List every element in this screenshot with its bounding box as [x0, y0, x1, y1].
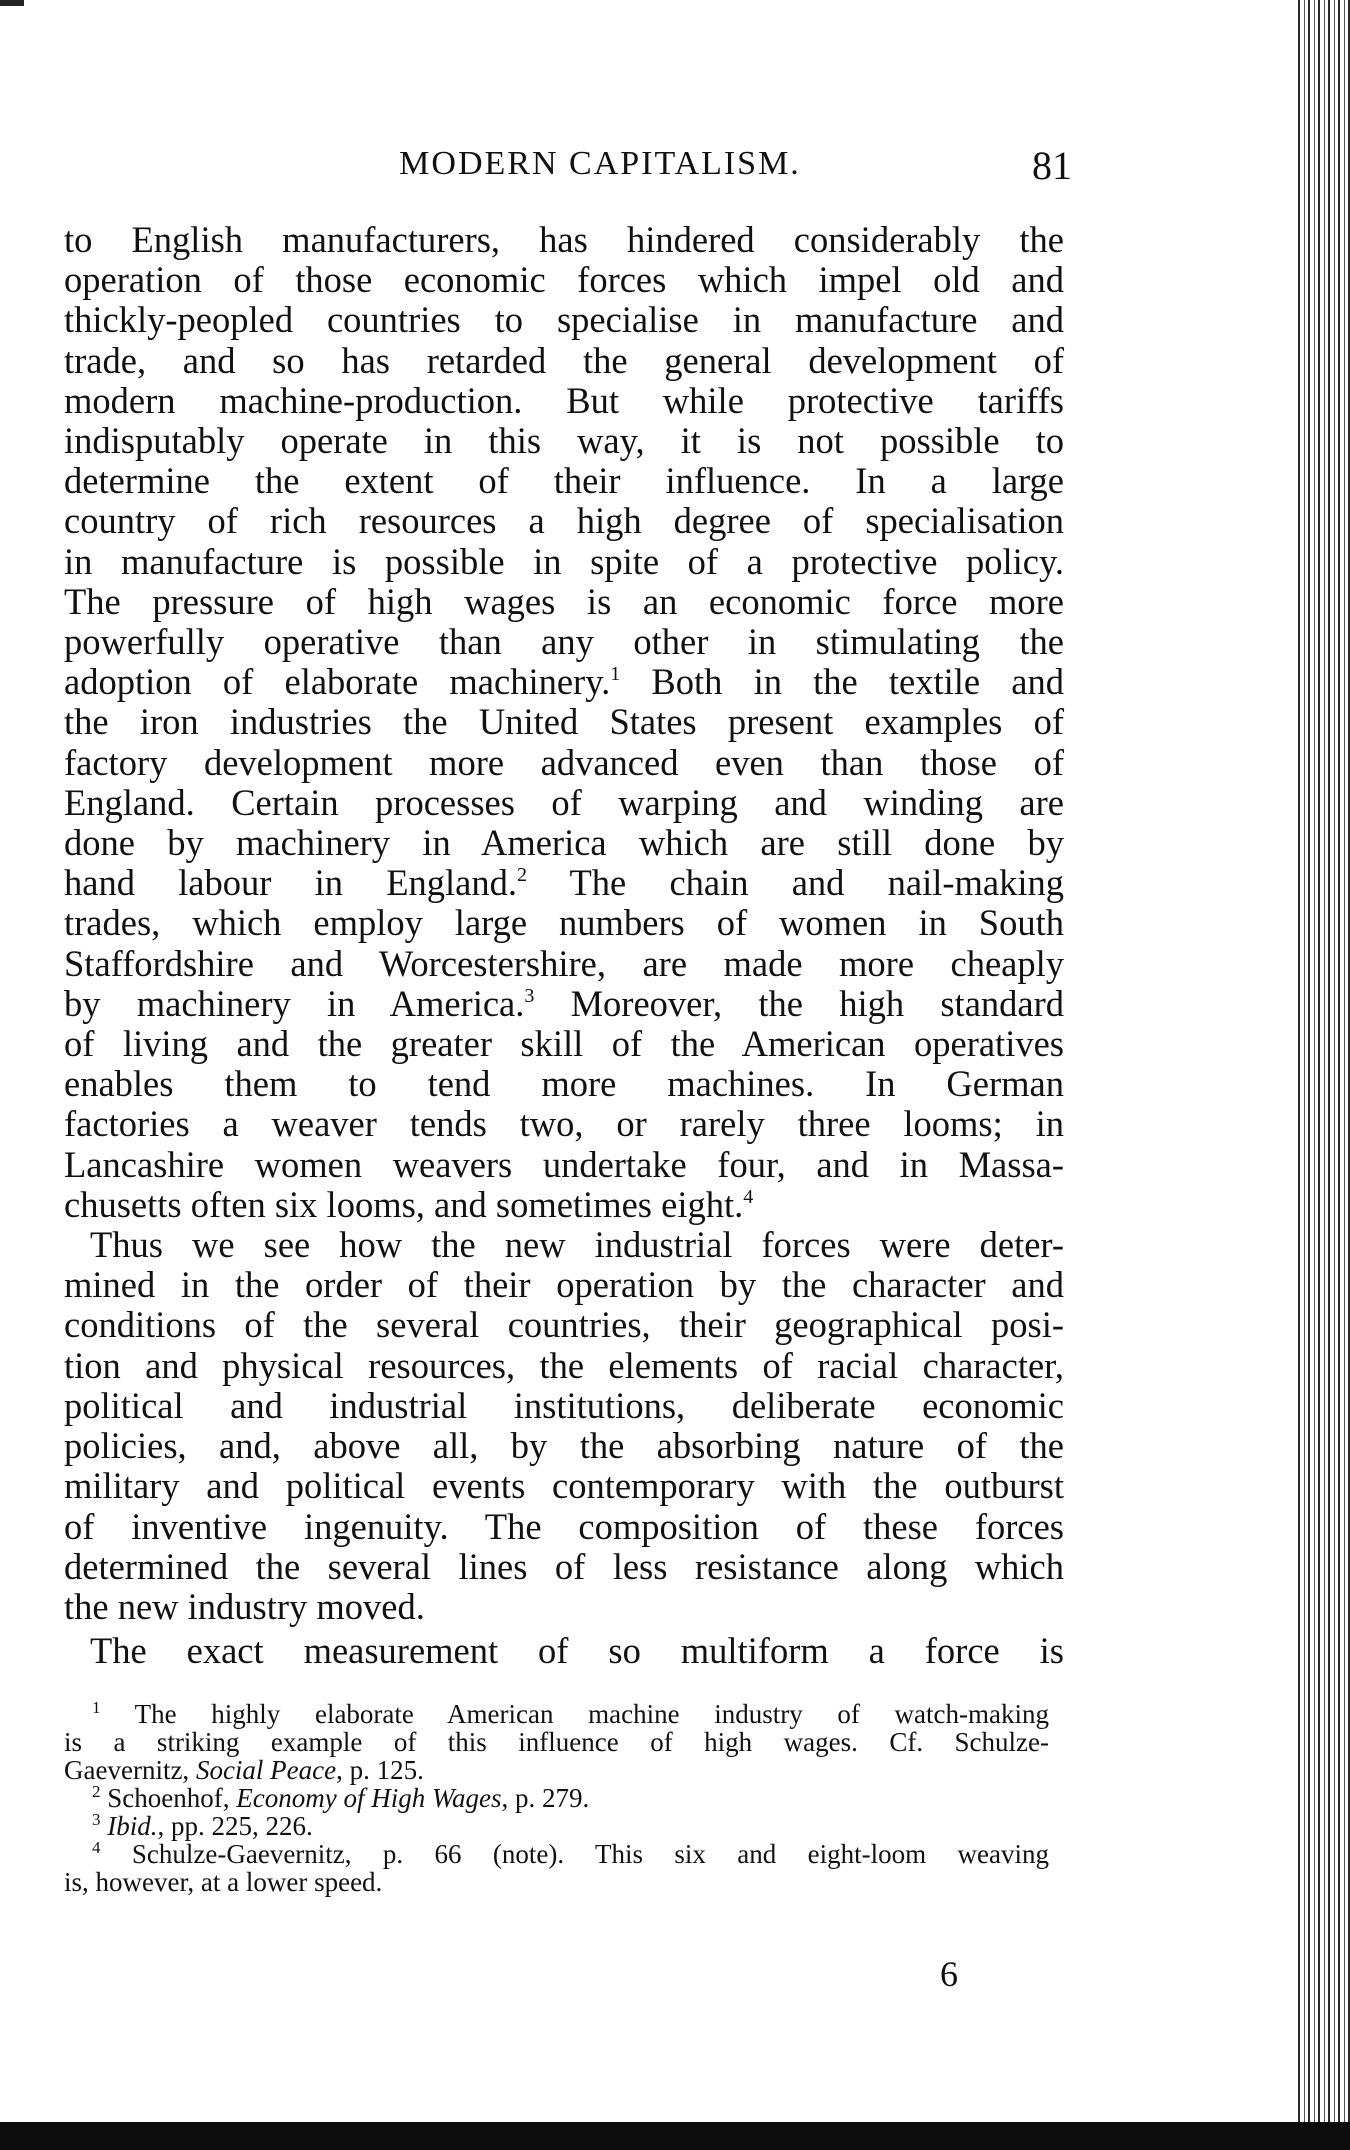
text-line: mined in the order of their operation by the character and: [64, 1264, 1064, 1306]
text-segment: , p. 279.: [501, 1783, 590, 1813]
footnote-line: [64, 1700, 1049, 1728]
text-segment: The chain and nail-making: [526, 862, 1064, 904]
signature-mark: 6: [940, 1954, 958, 1994]
footnote-number: 3: [92, 1810, 101, 1829]
text-line: determine the extent of their influence. In a large: [64, 460, 1064, 502]
footnote-ref: 3: [524, 984, 535, 1007]
text-segment: adoption of elaborate machinery.: [64, 661, 611, 703]
footnote-line: [64, 1812, 1049, 1840]
text-line: The exact measurement of so multiform a force is: [90, 1630, 1064, 1672]
text-segment: , p. 125.: [336, 1755, 424, 1785]
footnote-ref: 4: [743, 1185, 754, 1208]
text-line: [64, 984, 1064, 1024]
text-segment: hand labour in England.: [64, 862, 517, 904]
text-line: factories a weaver tends two, or rarely three looms; in: [64, 1103, 1064, 1145]
paragraph-1: [64, 220, 1064, 1225]
text-line: powerfully operative than any other in stimulating the: [64, 621, 1064, 663]
text-line: operation of those economic forces which impel old and: [64, 259, 1064, 301]
text-line: determined the several lines of less resistance along which: [64, 1545, 1064, 1587]
footnote-line: [64, 1840, 1049, 1868]
scan-corner-mark: [0, 0, 24, 6]
text-segment: Moreover, the high standard: [534, 982, 1064, 1024]
text-line: [64, 1185, 1064, 1225]
text-line: tion and physical resources, the elements of racial character,: [64, 1344, 1064, 1386]
footnote-ref: 2: [516, 864, 527, 887]
text-segment: Gaevernitz,: [64, 1755, 196, 1785]
page-number: 81: [1032, 143, 1072, 188]
citation-title: Social Peace: [195, 1755, 337, 1785]
text-segment: by machinery in America.: [64, 982, 525, 1024]
footnote-line: is, however, at a lower speed.: [64, 1867, 383, 1897]
text-line: enables them to tend more machines. In German: [64, 1063, 1064, 1105]
text-line: trade, and so has retarded the general development of: [64, 339, 1064, 381]
running-title: MODERN CAPITALISM.: [399, 145, 801, 182]
citation-title: Ibid.: [107, 1811, 158, 1841]
text-line: done by machinery in America which are still done by: [64, 822, 1064, 864]
paragraph-2: [64, 1225, 1064, 1627]
text-segment: The highly elaborate American machine industry of watch-making: [134, 1699, 1049, 1729]
paragraph-3: [64, 1631, 1064, 1671]
text-line: political and industrial institutions, deliberate economic: [64, 1384, 1064, 1426]
text-line: in manufacture is possible in spite of a protective policy.: [64, 540, 1064, 582]
text-segment: Schulze-Gaevernitz, p. 66 (note). This six and eight-loom weaving: [131, 1839, 1050, 1869]
text-line: country of rich resources a high degree of specialisation: [64, 500, 1064, 542]
footnote-number: 2: [92, 1782, 101, 1801]
text-line: modern machine-production. But while protective tariffs: [64, 379, 1064, 421]
text-line: The pressure of high wages is an economic force more: [64, 580, 1064, 622]
footnote-line: is a striking example of this influence of high wages. Cf. Schulze-: [64, 1727, 1049, 1757]
text-line: the new industry moved.: [64, 1585, 425, 1627]
text-line: to English manufacturers, has hindered considerably the: [64, 219, 1064, 260]
text-line: conditions of the several countries, their geographical posi-: [64, 1304, 1064, 1346]
text-segment: chusetts often six looms, and sometimes eight.: [64, 1183, 744, 1225]
main-text: [64, 220, 1064, 1671]
footnote-line: [64, 1756, 1049, 1784]
text-line: of inventive ingenuity. The composition of these forces: [64, 1505, 1064, 1547]
text-line: [64, 863, 1064, 903]
footnote-3: [64, 1812, 1049, 1840]
text-line: Lancashire women weavers undertake four, and in Massa-: [64, 1143, 1064, 1185]
footnote-line: [64, 1784, 1049, 1812]
text-segment: Both in the textile and: [620, 661, 1065, 703]
footnote-number: 4: [92, 1838, 101, 1857]
text-line: Staffordshire and Worcestershire, are made more cheaply: [64, 942, 1064, 984]
footnote-2: [64, 1784, 1049, 1812]
text-line: [64, 662, 1064, 702]
text-line: trades, which employ large numbers of women in South: [64, 902, 1064, 944]
book-spine-edge: [1295, 0, 1350, 2150]
scan-bottom-border: [0, 2122, 1350, 2150]
text-line: the iron industries the United States present examples of: [64, 701, 1064, 743]
footnote-ref: 1: [610, 663, 621, 686]
text-segment: , pp. 225, 226.: [157, 1811, 313, 1841]
footnotes: [64, 1700, 1049, 1896]
footnote-4: [64, 1840, 1049, 1896]
text-line: factory development more advanced even than those of: [64, 741, 1064, 783]
text-line: military and political events contemporary with the outburst: [64, 1465, 1064, 1507]
text-line: of living and the greater skill of the American operatives: [64, 1023, 1064, 1065]
citation-title: Economy of High Wages: [236, 1783, 502, 1813]
text-line: thickly-peopled countries to specialise in manufacture and: [64, 299, 1064, 341]
footnote-1: [64, 1700, 1049, 1784]
text-line: England. Certain processes of warping and winding are: [64, 781, 1064, 823]
text-line: policies, and, above all, by the absorbing nature of the: [64, 1425, 1064, 1467]
text-line: indisputably operate in this way, it is not possible to: [64, 420, 1064, 462]
text-segment: Schoenhof,: [107, 1783, 237, 1813]
footnote-number: 1: [92, 1698, 101, 1717]
text-line: Thus we see how the new industrial forces were deter-: [90, 1224, 1064, 1266]
